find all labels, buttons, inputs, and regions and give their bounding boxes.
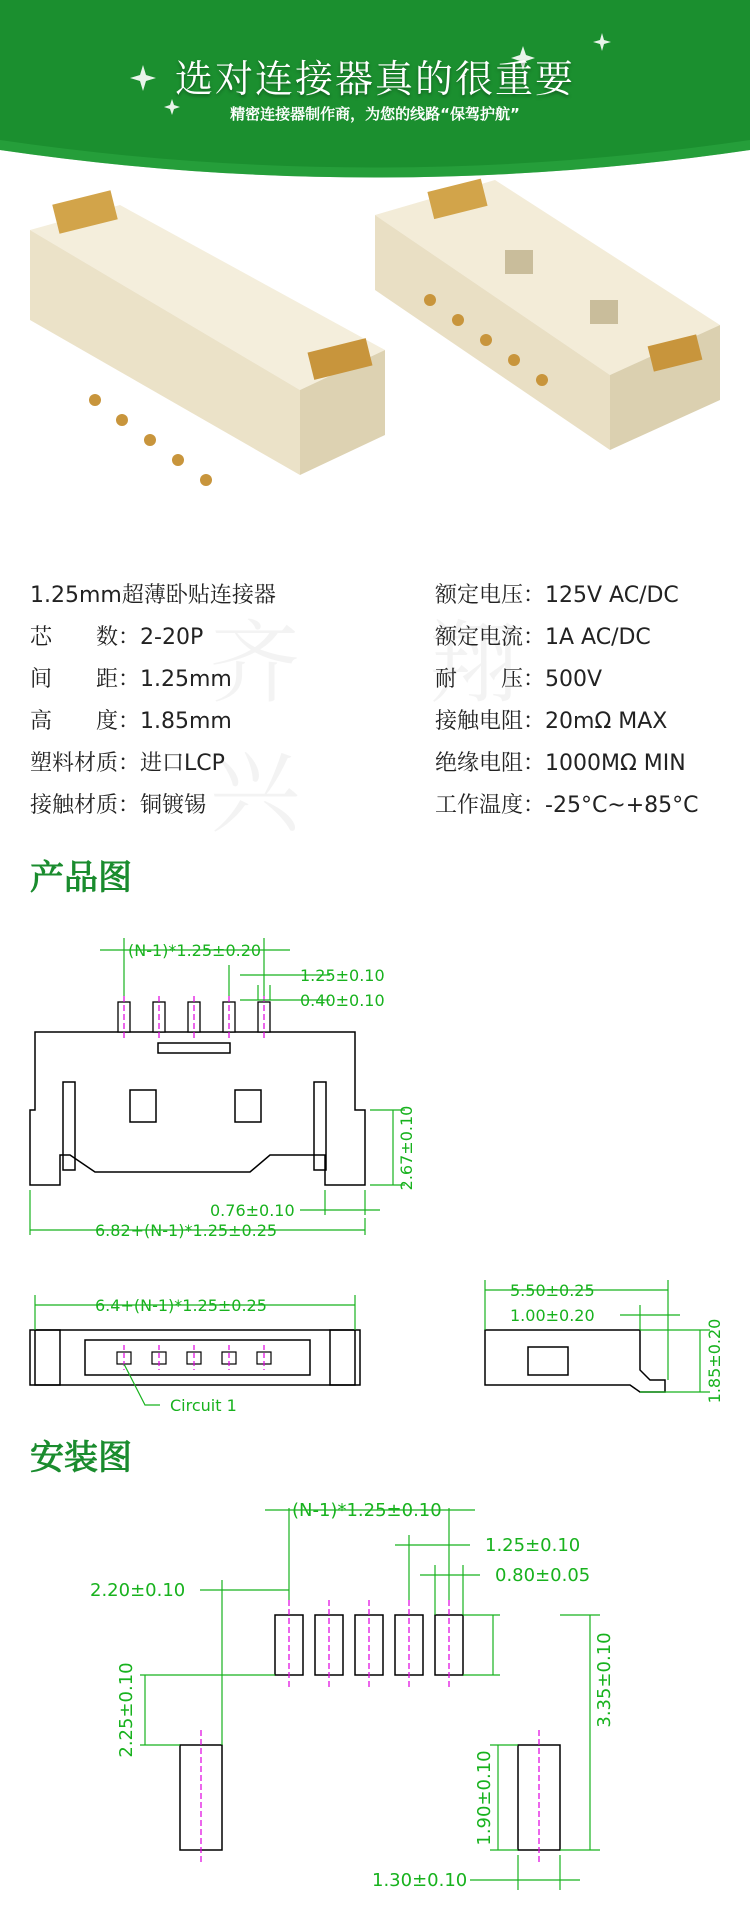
spec-label: 1.25mm超薄卧贴连接器 xyxy=(30,583,276,608)
spec-row xyxy=(30,788,206,819)
spec-row xyxy=(435,578,679,609)
dim-install-offset-x: 2.20±0.10 xyxy=(90,1580,186,1601)
spec-value: 1.25mm xyxy=(140,667,232,692)
banner-subtitle: 精密连接器制作商，为您的线路“保驾护航” xyxy=(230,105,520,123)
spec-value: -25°C~+85°C xyxy=(545,793,699,818)
spec-label: 绝缘电阻： xyxy=(435,751,546,776)
spec-value: 20mΩ MAX xyxy=(545,709,668,734)
dim-install-pad-height: 1.90±0.10 xyxy=(474,1750,495,1846)
dim-pitch-formula: (N-1)*1.25±0.20 xyxy=(128,941,262,960)
spec-value: 1000MΩ MIN xyxy=(545,751,686,776)
dim-install-pad-width: 0.80±0.05 xyxy=(495,1565,591,1586)
spec-value: 1.85mm xyxy=(140,709,232,734)
spec-label: 耐 压： xyxy=(435,667,546,692)
spec-row xyxy=(30,662,232,693)
spec-label: 额定电压： xyxy=(435,583,546,608)
spec-value: 125V AC/DC xyxy=(545,583,679,608)
dim-install-pitch: 1.25±0.10 xyxy=(485,1535,581,1556)
spec-label: 接触电阻： xyxy=(435,709,546,734)
spec-label: 塑料材质： xyxy=(30,751,141,776)
install-drawing xyxy=(0,1480,750,1920)
spec-row xyxy=(30,704,232,735)
dim-width: 6.82+(N-1)*1.25±0.25 xyxy=(95,1221,278,1240)
spec-row xyxy=(30,746,225,777)
spec-row xyxy=(30,620,203,651)
spec-value: 500V xyxy=(545,667,603,692)
dim-side-depth: 5.50±0.25 xyxy=(510,1281,595,1300)
spec-value: 2-20P xyxy=(140,625,204,650)
install-section-title: 安装图 xyxy=(30,1438,132,1478)
spec-value: 进口LCP xyxy=(140,751,225,776)
dim-install-total-height: 3.35±0.10 xyxy=(594,1632,615,1728)
product-section-title: 产品图 xyxy=(30,858,132,898)
spec-label: 接触材质： xyxy=(30,793,141,818)
spec-label: 额定电流： xyxy=(435,625,546,650)
product-drawing xyxy=(0,900,750,1430)
dim-install-tab-width: 1.30±0.10 xyxy=(372,1870,468,1891)
spec-value: 铜镀锡 xyxy=(140,793,207,818)
connector-photo-back xyxy=(375,179,720,450)
spec-value: 1A AC/DC xyxy=(545,625,651,650)
dim-install-offset-y: 2.25±0.10 xyxy=(116,1662,137,1758)
dim-side-height: 1.85±0.20 xyxy=(705,1318,724,1404)
dim-pitch: 1.25±0.10 xyxy=(300,966,385,985)
spec-label: 间 距： xyxy=(30,667,141,692)
spec-row xyxy=(435,704,667,735)
dim-height: 2.67±0.10 xyxy=(397,1105,416,1191)
banner-title: 选对连接器真的很重要 xyxy=(174,57,575,101)
dim-bottom-width: 6.4+(N-1)*1.25±0.25 xyxy=(95,1296,267,1315)
product-photos xyxy=(0,175,750,560)
spec-row xyxy=(435,620,651,651)
circuit-label: Circuit 1 xyxy=(170,1396,237,1415)
connector-photo-front xyxy=(30,190,385,486)
spec-row xyxy=(30,578,276,609)
dim-pin-width: 0.40±0.10 xyxy=(300,991,385,1010)
spec-row xyxy=(435,746,686,777)
dim-install-pitch-formula: (N-1)*1.25±0.10 xyxy=(292,1500,442,1521)
dim-tab: 0.76±0.10 xyxy=(210,1201,295,1220)
spec-row xyxy=(435,788,699,819)
spec-label: 芯 数： xyxy=(30,625,141,650)
spec-label: 高 度： xyxy=(30,709,141,734)
spec-label: 工作温度： xyxy=(435,793,546,818)
spec-row xyxy=(435,662,602,693)
dim-side-inner: 1.00±0.20 xyxy=(510,1306,595,1325)
